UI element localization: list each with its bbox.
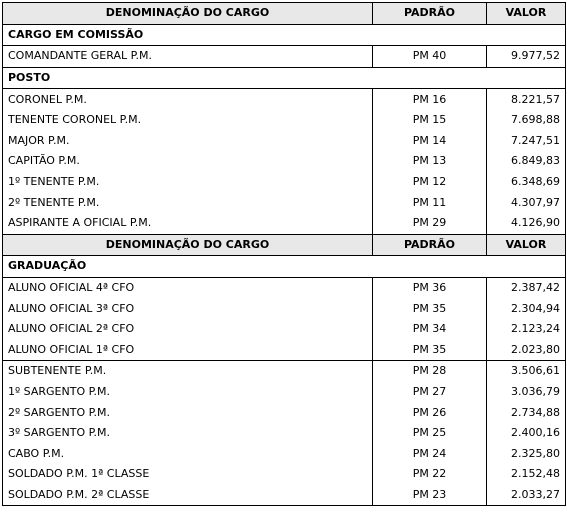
padrao-cell: PM 40 — [373, 46, 487, 68]
table-row — [3, 192, 566, 213]
table-row — [3, 172, 566, 193]
cargo-cell: ALUNO OFICIAL 4ª CFO — [3, 277, 373, 298]
table-row — [3, 277, 566, 298]
valor-cell: 7.698,88 — [487, 110, 566, 131]
padrao-cell: PM 35 — [373, 298, 487, 319]
padrao-cell: PM 25 — [373, 423, 487, 444]
table-row — [3, 151, 566, 172]
cargo-cell: MAJOR P.M. — [3, 131, 373, 152]
padrao-cell: PM 36 — [373, 277, 487, 298]
header-valor: VALOR — [487, 234, 566, 256]
padrao-cell: PM 35 — [373, 340, 487, 361]
padrao-cell: PM 14 — [373, 131, 487, 152]
table-row — [3, 402, 566, 423]
cargo-cell: CABO P.M. — [3, 443, 373, 464]
cargo-cell: 2º TENENTE P.M. — [3, 192, 373, 213]
cargo-cell: SOLDADO P.M. 2ª CLASSE — [3, 485, 373, 506]
section-cargo-em-comissao — [3, 24, 566, 46]
padrao-cell: PM 23 — [373, 485, 487, 506]
cargo-cell: TENENTE CORONEL P.M. — [3, 110, 373, 131]
table-row — [3, 46, 566, 68]
padrao-cell: PM 16 — [373, 89, 487, 110]
cargo-cell: ALUNO OFICIAL 2ª CFO — [3, 319, 373, 340]
table-row — [3, 340, 566, 361]
table-row — [3, 382, 566, 403]
valor-cell: 2.400,16 — [487, 423, 566, 444]
valor-cell: 3.506,61 — [487, 361, 566, 382]
header-denominacao: DENOMINAÇÃO DO CARGO — [3, 3, 373, 25]
valor-cell: 2.304,94 — [487, 298, 566, 319]
table-row — [3, 361, 566, 382]
section-title: CARGO EM COMISSÃO — [3, 24, 566, 46]
table-row — [3, 423, 566, 444]
valor-cell: 2.325,80 — [487, 443, 566, 464]
table-row — [3, 485, 566, 506]
table-row — [3, 131, 566, 152]
header-padrao: PADRÃO — [373, 3, 487, 25]
padrao-cell: PM 34 — [373, 319, 487, 340]
valor-cell: 9.977,52 — [487, 46, 566, 68]
cargo-cell: ALUNO OFICIAL 1ª CFO — [3, 340, 373, 361]
cargo-cell: COMANDANTE GERAL P.M. — [3, 46, 373, 68]
padrao-cell: PM 27 — [373, 382, 487, 403]
cargo-cell: 3º SARGENTO P.M. — [3, 423, 373, 444]
padrao-cell: PM 29 — [373, 213, 487, 234]
padrao-cell: PM 28 — [373, 361, 487, 382]
cargo-cell: SUBTENENTE P.M. — [3, 361, 373, 382]
valor-cell: 2.023,80 — [487, 340, 566, 361]
valor-cell: 2.387,42 — [487, 277, 566, 298]
valor-cell: 2.033,27 — [487, 485, 566, 506]
valor-cell: 3.036,79 — [487, 382, 566, 403]
valor-cell: 2.152,48 — [487, 464, 566, 485]
padrao-cell: PM 13 — [373, 151, 487, 172]
cargo-cell: ASPIRANTE A OFICIAL P.M. — [3, 213, 373, 234]
header-denominacao: DENOMINAÇÃO DO CARGO — [3, 234, 373, 256]
valor-cell: 6.348,69 — [487, 172, 566, 193]
valor-cell: 8.221,57 — [487, 89, 566, 110]
valor-cell: 6.849,83 — [487, 151, 566, 172]
cargo-cell: CORONEL P.M. — [3, 89, 373, 110]
table-row — [3, 213, 566, 234]
cargo-cell: SOLDADO P.M. 1ª CLASSE — [3, 464, 373, 485]
cargo-cell: 1º TENENTE P.M. — [3, 172, 373, 193]
padrao-cell: PM 12 — [373, 172, 487, 193]
section-title: POSTO — [3, 67, 566, 89]
padrao-cell: PM 24 — [373, 443, 487, 464]
cargo-cell: 2º SARGENTO P.M. — [3, 402, 373, 423]
table-row — [3, 89, 566, 110]
salary-table — [2, 2, 566, 506]
section-posto — [3, 67, 566, 89]
table-row — [3, 319, 566, 340]
valor-cell: 2.734,88 — [487, 402, 566, 423]
section-title: GRADUAÇÃO — [3, 256, 566, 278]
cargo-cell: CAPITÃO P.M. — [3, 151, 373, 172]
header-valor: VALOR — [487, 3, 566, 25]
table-row — [3, 110, 566, 131]
valor-cell: 7.247,51 — [487, 131, 566, 152]
padrao-cell: PM 26 — [373, 402, 487, 423]
cargo-cell: 1º SARGENTO P.M. — [3, 382, 373, 403]
padrao-cell: PM 11 — [373, 192, 487, 213]
column-header-row — [3, 3, 566, 25]
valor-cell: 2.123,24 — [487, 319, 566, 340]
salary-table-body — [3, 3, 566, 506]
valor-cell: 4.126,90 — [487, 213, 566, 234]
padrao-cell: PM 22 — [373, 464, 487, 485]
table-row — [3, 298, 566, 319]
header-padrao: PADRÃO — [373, 234, 487, 256]
cargo-cell: ALUNO OFICIAL 3ª CFO — [3, 298, 373, 319]
section-graduacao — [3, 256, 566, 278]
column-header-row — [3, 234, 566, 256]
valor-cell: 4.307,97 — [487, 192, 566, 213]
padrao-cell: PM 15 — [373, 110, 487, 131]
table-row — [3, 443, 566, 464]
table-row — [3, 464, 566, 485]
